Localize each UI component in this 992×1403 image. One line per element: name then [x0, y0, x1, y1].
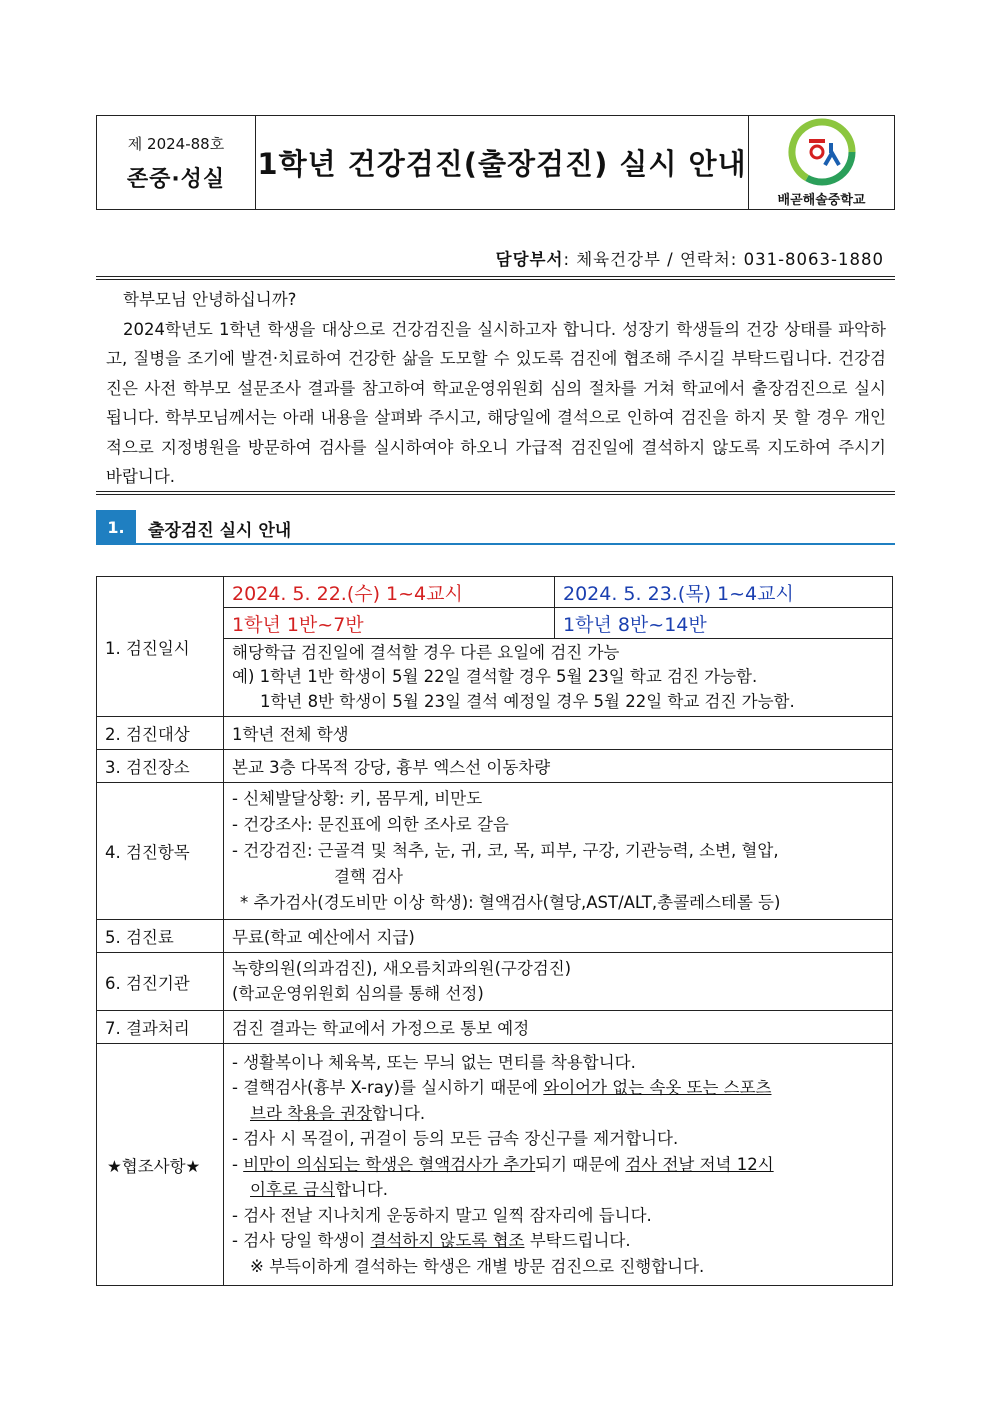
school-emblem-icon [787, 117, 857, 187]
org-line-2: (학교운영위원회 심의를 통해 선정) [232, 983, 484, 1003]
dept-contact: : 체육건강부 / 연락처: 031-8063-1880 [563, 250, 884, 269]
result-value: 검진 결과는 학교에서 가정으로 통보 예정 [224, 1011, 893, 1044]
place-value: 본교 3층 다목적 강당, 흉부 엑스선 이동차량 [224, 750, 893, 783]
coop-value [224, 1044, 893, 1286]
result-label: 7. 결과처리 [97, 1011, 224, 1044]
table-row [97, 577, 893, 608]
org-line-1: 녹향의원(의과검진), 새오름치과의원(구강검진) [232, 959, 572, 978]
items-value [224, 783, 893, 920]
section-header [96, 510, 895, 544]
table-row [97, 953, 893, 1011]
section-number: 1. [96, 510, 136, 544]
coop-underline: 브라 착용을 권장 [250, 1103, 373, 1123]
date-label: 1. 검진일시 [97, 577, 224, 717]
coop-underline: 결석하지 않도록 협조 [370, 1231, 525, 1251]
items-line-3: - 건강검진: 근골격 및 척추, 눈, 귀, 코, 목, 피부, 구강, 기관능력, 소변, 혈압, [232, 841, 779, 860]
org-label: 6. 검진기관 [97, 953, 224, 1011]
coop-text: 합니다. [372, 1103, 426, 1123]
section-underline [96, 543, 895, 545]
coop-text: - 검사 당일 학생이 [232, 1231, 371, 1251]
bottom-divider [96, 491, 895, 495]
date-note-2: 예) 1학년 1반 학생이 5월 22일 결석할 경우 5월 23일 학교 검진 가능함. [232, 667, 758, 687]
coop-underline: 이후로 금식 [250, 1180, 335, 1200]
contact-line [496, 246, 884, 270]
coop-line-9: ※ 부득이하게 결석하는 학생은 개별 방문 검진으로 진행합니다. [250, 1256, 705, 1276]
coop-underline: 와이어가 없는 속옷 또는 스포츠 [543, 1078, 772, 1098]
school-motto: 존중·성실 [126, 166, 226, 192]
coop-underline: 검사 전날 저녁 12시 [625, 1154, 774, 1174]
fee-label: 5. 검진료 [97, 920, 224, 953]
exam-info-table [96, 576, 893, 1286]
items-label: 4. 검진항목 [97, 783, 224, 920]
items-line-4: 결핵 검사 [334, 867, 404, 886]
target-value: 1학년 전체 학생 [224, 717, 893, 750]
coop-label: ★협조사항★ [97, 1044, 224, 1286]
school-name: 배곧해솔중학교 [777, 193, 866, 208]
coop-line-4: - 검사 시 목걸이, 귀걸이 등의 모든 금속 장신구를 제거합니다. [232, 1129, 679, 1149]
items-line-1: - 신체발달상황: 키, 몸무게, 비만도 [232, 789, 483, 808]
intro-body: 2024학년도 1학년 학생을 대상으로 건강검진을 실시하고자 합니다. 성장기 학생들의 건강 상태를 파악하고, 질병을 조기에 발견·치료하여 건강한 삶을 도모할 수 있도록 검진에 협조해 주시길 부탁드립니다. 건강검진은 사전 학부모 설문조사 결과를 참고하여 학교운영위원회 심의 절차를 거쳐 학교에서 출장검진으로 실시됩니다. 학부모님께서는 아래 내용을 살펴봐 주시고, 해당일에 결석으로 인하여 검진을 하지 못 할 경우 개인적으로 지정병원을 방문하여 검사를 실시하여야 하오니 가급적 검진일에 결석하지 않도록 지도하여 주시기 바랍니다. [106, 319, 886, 486]
section-title: 출장검진 실시 안내 [148, 521, 292, 541]
header-box [96, 115, 895, 210]
items-line-2: - 건강조사: 문진표에 의한 조사로 갈음 [232, 815, 509, 834]
coop-line-3 [232, 1101, 884, 1127]
date-note-3: 1학년 8반 학생이 5월 23일 결석 예정일 경우 5월 22일 학교 검진 가능함. [260, 691, 795, 711]
coop-text: - 결핵검사(흉부 X-ray)를 실시하기 때문에 [232, 1078, 544, 1098]
date-notes [224, 639, 893, 717]
target-label: 2. 검진대상 [97, 717, 224, 750]
table-row [97, 1044, 893, 1286]
table-row [97, 750, 893, 783]
coop-line-2 [232, 1075, 884, 1101]
org-value [224, 953, 893, 1011]
table-row [97, 1011, 893, 1044]
day2-classes: 1학년 8반~14반 [555, 608, 893, 639]
coop-line-6 [232, 1177, 884, 1203]
document-title: 1학년 건강검진(출장검진) 실시 안내 [256, 116, 749, 209]
table-row [97, 920, 893, 953]
day1-classes: 1학년 1반~7반 [224, 608, 555, 639]
coop-text: 되기 때문에 [535, 1154, 626, 1174]
fee-value: 무료(학교 예산에서 지급) [224, 920, 893, 953]
items-line-5: * 추가검사(경도비만 이상 학생): 혈액검사(혈당,AST/ALT,총콜레스테롤 등) [240, 893, 781, 912]
coop-line-8 [232, 1228, 884, 1254]
day1-date: 2024. 5. 22.(수) 1~4교시 [224, 577, 555, 608]
issue-number: 제 2024-88호 [127, 134, 225, 153]
table-row [97, 783, 893, 920]
coop-text: 부탁드립니다. [524, 1231, 631, 1251]
coop-line-1: - 생활복이나 체육복, 또는 무늬 없는 면티를 착용합니다. [232, 1052, 636, 1072]
top-divider [96, 276, 895, 280]
day2-date: 2024. 5. 23.(목) 1~4교시 [555, 577, 893, 608]
dept-label: 담당부서 [495, 250, 564, 269]
greeting: 학부모님 안녕하십니까? [123, 290, 297, 309]
coop-text: 합니다. [334, 1180, 389, 1200]
header-left [97, 116, 256, 209]
table-row [97, 717, 893, 750]
coop-line-7: - 검사 전날 지나치게 운동하지 말고 일찍 잠자리에 듭니다. [232, 1205, 652, 1225]
intro-text [106, 285, 886, 492]
coop-underline: 비만이 의심되는 학생은 혈액검사가 추가 [243, 1154, 536, 1174]
coop-text: - [232, 1154, 244, 1174]
coop-line-5 [232, 1152, 884, 1178]
place-label: 3. 검진장소 [97, 750, 224, 783]
header-right [749, 116, 894, 209]
date-note-1: 해당학급 검진일에 결석할 경우 다른 요일에 검진 가능 [232, 642, 620, 662]
